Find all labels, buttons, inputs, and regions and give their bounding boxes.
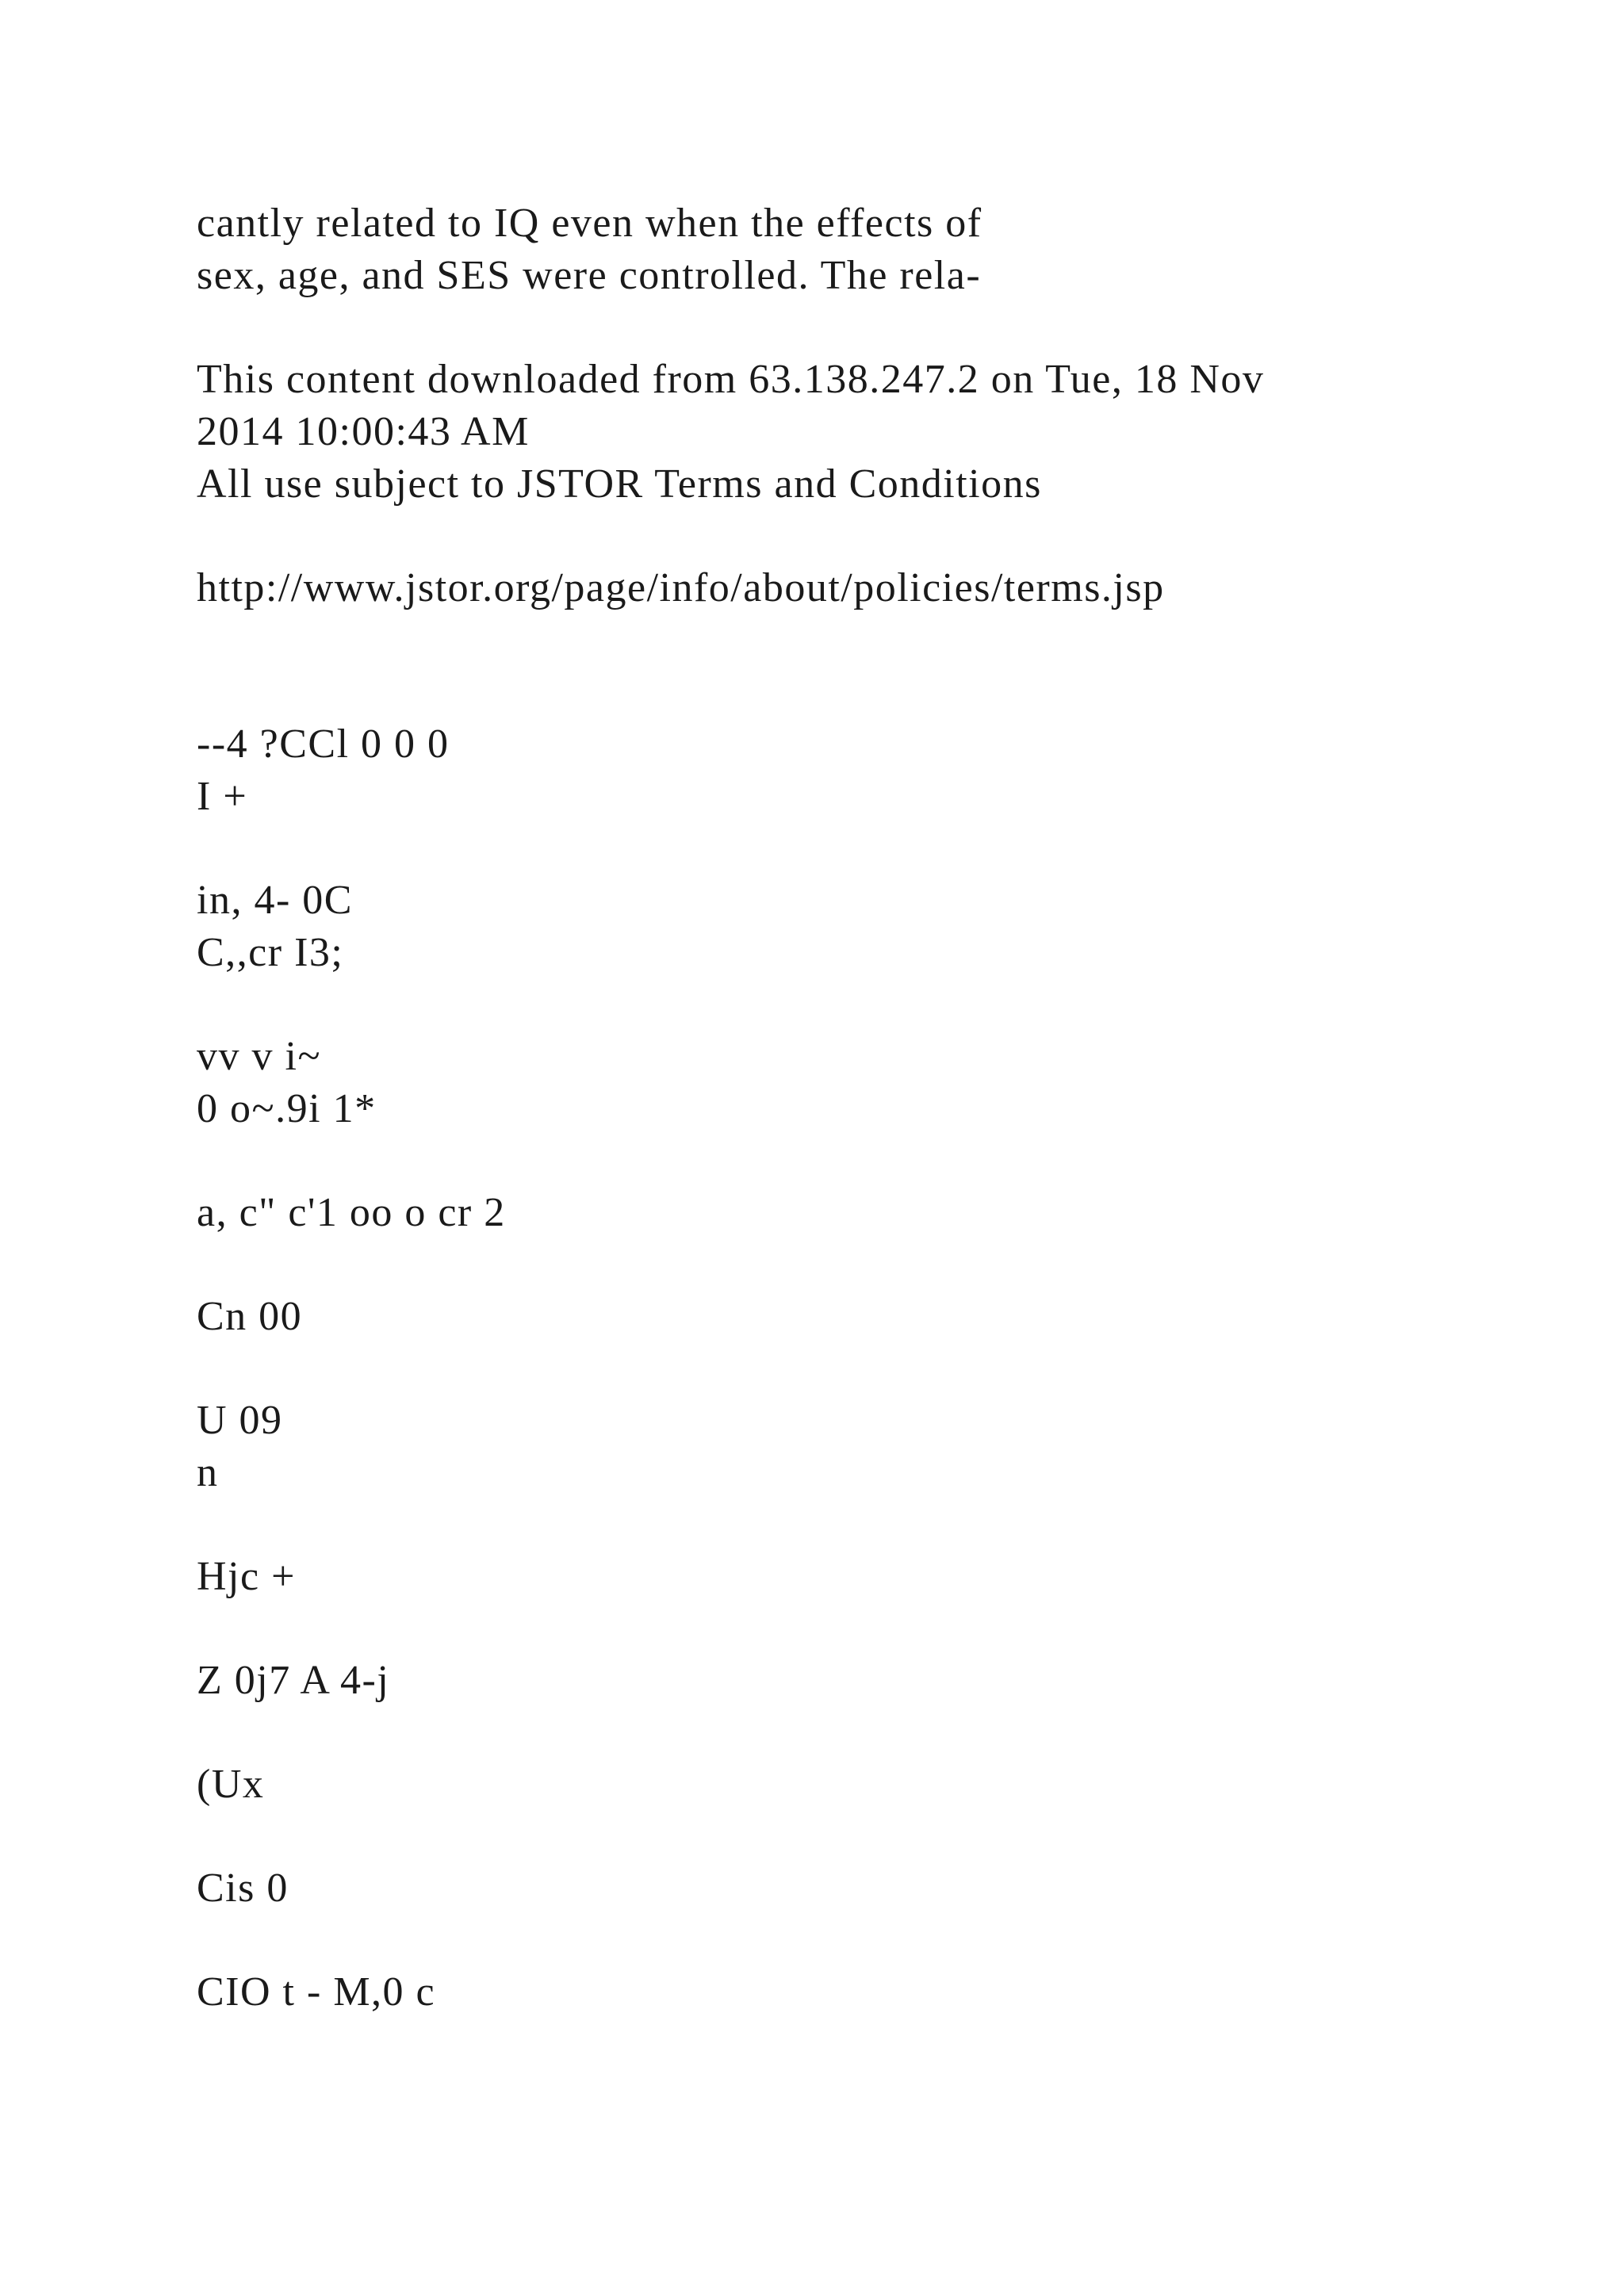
body-text-line-2: sex, age, and SES were controlled. The rela- <box>197 253 982 298</box>
ocr-fragment-12: Z 0j7 A 4-j <box>197 1658 390 1703</box>
ocr-fragment-13: (Ux <box>197 1762 265 1807</box>
ocr-fragment-11: Hjc + <box>197 1554 296 1599</box>
download-notice-line-1: This content downloaded from 63.138.247.2 on Tue, 18 Nov <box>197 357 1265 402</box>
ocr-fragment-14: Cis 0 <box>197 1866 289 1911</box>
ocr-fragment-6: 0 o~.9i 1* <box>197 1086 377 1131</box>
ocr-fragment-10: n <box>197 1450 219 1495</box>
ocr-fragment-7: a, c" c'1 oo o cr 2 <box>197 1190 506 1235</box>
ocr-fragment-3: in, 4- 0C <box>197 878 353 923</box>
ocr-fragment-15: CIO t - M,0 c <box>197 1969 436 2015</box>
download-notice-line-2: 2014 10:00:43 AM <box>197 409 530 454</box>
ocr-fragment-1: --4 ?CCl 0 0 0 <box>197 721 450 767</box>
ocr-fragment-4: C,,cr I3; <box>197 930 344 975</box>
terms-url-link[interactable]: http://www.jstor.org/page/info/about/policies/terms.jsp <box>197 565 1165 610</box>
ocr-fragment-9: U 09 <box>197 1398 283 1443</box>
body-text-line-1: cantly related to IQ even when the effects of <box>197 201 982 246</box>
ocr-fragment-8: Cn 00 <box>197 1294 303 1339</box>
terms-notice: All use subject to JSTOR Terms and Conditions <box>197 461 1042 507</box>
ocr-fragment-2: I + <box>197 774 248 819</box>
ocr-fragment-5: vv v i~ <box>197 1034 322 1079</box>
